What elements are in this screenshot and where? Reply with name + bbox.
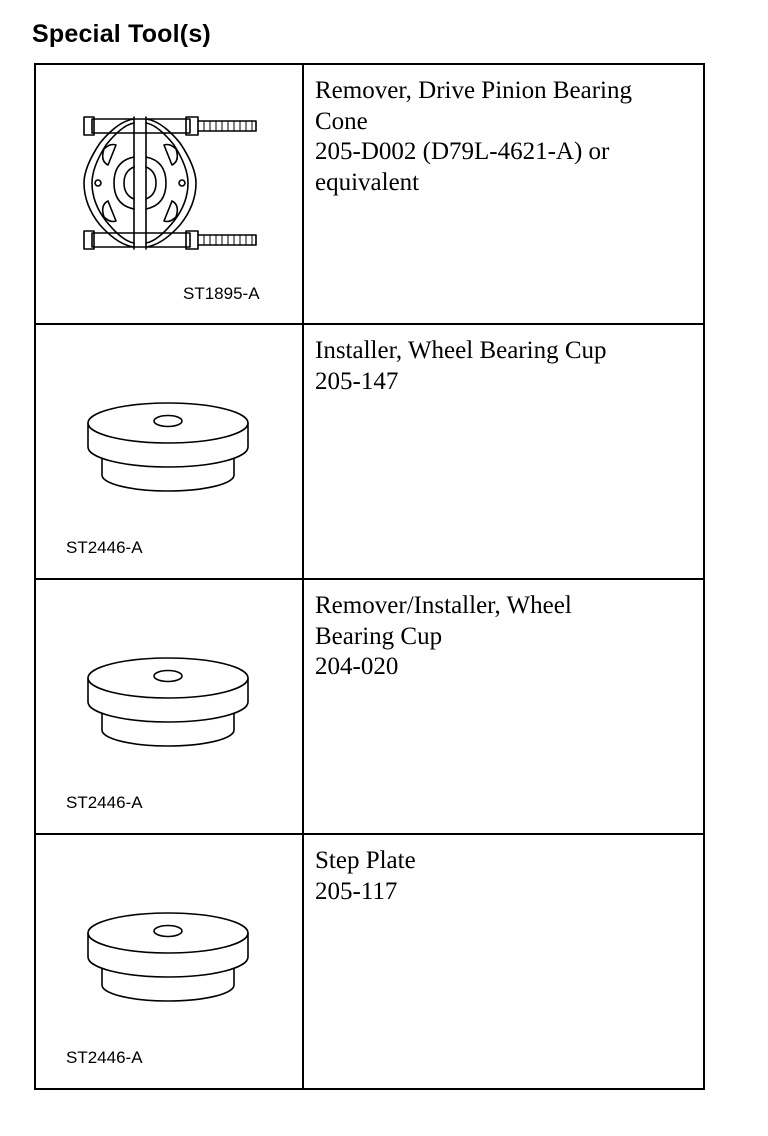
tool-name-line: Remover/Installer, Wheel: [315, 592, 572, 619]
tool-image-cell: [35, 64, 303, 324]
table-row: [35, 834, 704, 1089]
tool-image-cell: [35, 834, 303, 1089]
tool-description-cell: [303, 324, 704, 579]
tool-description-cell: [303, 64, 704, 324]
tool-number-line: equivalent: [315, 168, 420, 196]
tool-name-line: Remover, Drive Pinion Bearing: [315, 77, 632, 104]
tool-name-line: Step Plate: [315, 847, 416, 874]
figure-code: ST2446-A: [66, 793, 143, 812]
tool-description-cell: [303, 579, 704, 834]
tool-name-line: Installer, Wheel Bearing Cup: [315, 337, 607, 364]
tool-description: [304, 835, 703, 907]
table-row: [35, 324, 704, 579]
table-row: [35, 579, 704, 834]
figure-code: ST2446-A: [66, 538, 143, 557]
tool-description: [304, 65, 703, 198]
step-disc-icon: [84, 656, 252, 752]
tool-description: [304, 580, 703, 683]
figure-code: ST2446-A: [66, 1048, 143, 1067]
step-disc-icon: [84, 911, 252, 1007]
tool-image-cell: [35, 579, 303, 834]
special-tools-table: [34, 63, 705, 1090]
tool-name-line: Cone: [315, 107, 368, 135]
tool-name-line: Bearing Cup: [315, 622, 443, 650]
tool-number-line: 205-D002 (D79L-4621-A) or: [315, 138, 610, 165]
tool-image-cell: [35, 324, 303, 579]
tool-number-line: 205-147: [315, 367, 399, 395]
tool-description-cell: [303, 834, 704, 1089]
page-title: Special Tool(s): [32, 20, 211, 48]
step-disc-icon: [84, 401, 252, 497]
bearing-separator-icon: [80, 113, 260, 253]
table-row: [35, 64, 704, 324]
tool-description: [304, 325, 703, 397]
tool-number-line: 204-020: [315, 653, 399, 680]
tool-number-line: 205-117: [315, 877, 398, 905]
figure-code: ST1895-A: [183, 284, 260, 303]
